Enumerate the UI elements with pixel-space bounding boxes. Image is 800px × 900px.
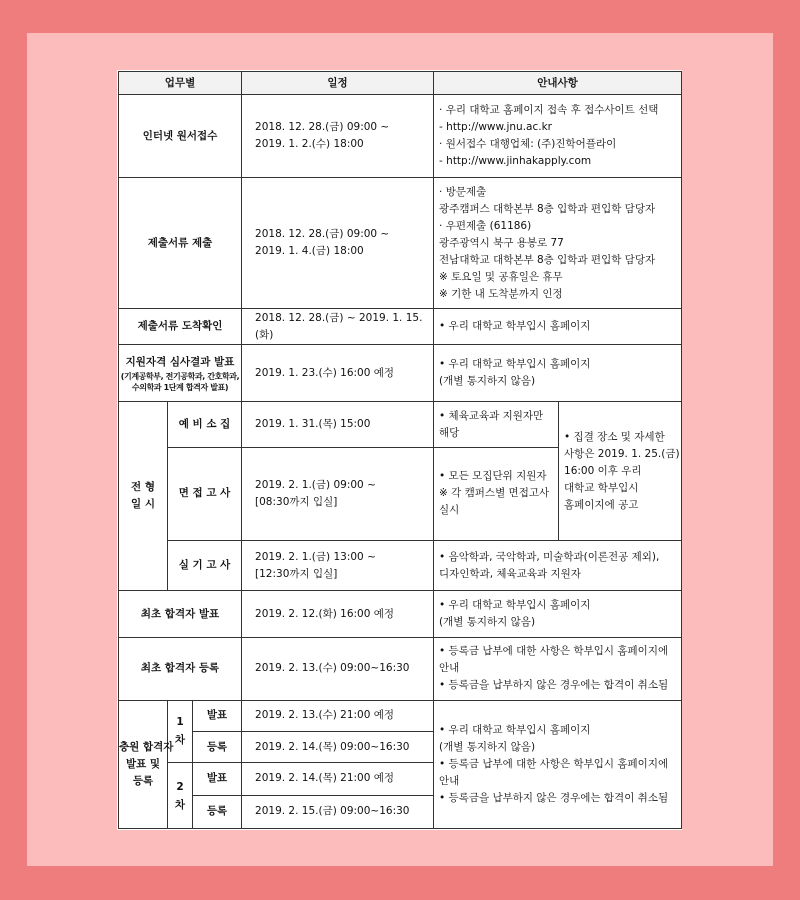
note-line: • 등록금 납부에 대한 사항은 학부입시 홈페이지에 (439, 645, 669, 658)
note-line: • 체육교육과 지원자만 (439, 409, 544, 422)
schedule-line: 2019. 1. 4.(금) 18:00 (255, 245, 364, 258)
round-label-line: 차 (174, 734, 186, 747)
schedule-cell (242, 178, 434, 309)
notes-cell (434, 402, 559, 447)
note-line: 광주캠퍼스 대학본부 8층 입학과 편입학 담당자 (439, 202, 656, 215)
selection-label-line: 일 시 (131, 498, 155, 511)
schedule-line: 2019. 2. 1.(금) 09:00 ~ (255, 478, 376, 491)
note-line: • 등록금을 납부하지 않은 경우에는 합격이 취소됨 (439, 679, 669, 692)
schedule-cell: 2019. 1. 31.(목) 15:00 (242, 402, 434, 447)
note-line: • 우리 대학교 학부입시 홈페이지 (439, 599, 591, 612)
note-line: (개별 통지하지 않음) (439, 740, 536, 753)
note-line: • 우리 대학교 학부입시 홈페이지 (439, 723, 591, 736)
header-task: 업무별 (119, 72, 242, 95)
notes-cell (434, 344, 682, 402)
header-notes: 안내사항 (434, 72, 682, 95)
additional-task-cell (119, 700, 174, 828)
announce-label: 발표 (193, 700, 242, 731)
schedule-document (117, 70, 682, 830)
note-line: 해당 (439, 426, 460, 439)
task-line: 등록 (132, 774, 154, 787)
row-first-announce (119, 591, 682, 637)
notes-cell (434, 95, 682, 178)
row-internet (119, 95, 682, 178)
row-qualification (119, 344, 682, 402)
task-cell: 인터넷 원서접수 (119, 95, 242, 178)
schedule-cell (242, 540, 434, 591)
note-line: · 우리 대학교 홈페이지 접속 후 접수사이트 선택 (439, 104, 659, 117)
note-line: • 우리 대학교 학부입시 홈페이지 (439, 358, 591, 371)
schedule-cell: 2019. 2. 14.(목) 21:00 예정 (242, 763, 434, 795)
schedule-cell (242, 447, 434, 540)
notes-cell (434, 637, 682, 700)
note-line: • 모든 모집단위 지원자 (439, 470, 547, 483)
note-line: • 등록금 납부에 대한 사항은 학부입시 홈페이지에 (439, 757, 669, 770)
schedule-cell: 2019. 2. 13.(수) 09:00~16:30 (242, 637, 434, 700)
task-line: 발표 및 (125, 757, 161, 770)
task-subtitle: 수의학과 1단계 합격자 발표) (131, 382, 229, 392)
notes-cell (434, 540, 682, 591)
task-cell (119, 344, 242, 402)
note-line: 홈페이지에 공고 (564, 498, 639, 511)
note-line: 디자인학과, 체육교육과 지원자 (439, 567, 581, 580)
notes-cell (434, 591, 682, 637)
schedule-cell (242, 95, 434, 178)
note-line: · 우편제출 (61186) (439, 219, 532, 232)
register-label: 등록 (193, 795, 242, 828)
note-line: • 집결 장소 및 자세한 (564, 430, 665, 443)
task-cell: 제출서류 제출 (119, 178, 242, 309)
note-link[interactable]: - http://www.jnu.ac.kr (439, 121, 552, 134)
note-line: 16:00 이후 우리 (564, 464, 642, 477)
note-line: 안내 (439, 662, 460, 675)
task-line: 충원 합격자 (119, 740, 174, 753)
note-line: 안내 (439, 774, 460, 787)
row-gather (119, 402, 682, 447)
schedule-line: 2018. 12. 28.(금) 09:00 ~ (255, 121, 390, 134)
notes-cell: • 우리 대학교 학부입시 홈페이지 (434, 309, 682, 344)
register-label: 등록 (193, 731, 242, 762)
row-first-register (119, 637, 682, 700)
task-title: 지원자격 심사결과 발표 (125, 355, 235, 368)
row-additional-r1-announce (119, 700, 682, 731)
notes-cell (434, 447, 559, 540)
schedule-line: 2018. 12. 28.(금) 09:00 ~ (255, 228, 390, 241)
note-line: · 원서접수 대행업체: (주)진학어플라이 (439, 138, 617, 151)
notes-cell (434, 700, 682, 828)
sub-task-cell: 예 비 소 집 (168, 402, 242, 447)
sub-task-cell: 면 접 고 사 (168, 447, 242, 540)
note-line: (개별 통지하지 않음) (439, 375, 536, 388)
note-line: 대학교 학부입시 (564, 481, 639, 494)
row-documents (119, 178, 682, 309)
schedule-line: [12:30까지 입실] (255, 567, 338, 580)
round-label-line: 차 (174, 798, 186, 811)
announce-label: 발표 (193, 763, 242, 795)
schedule-cell: 2018. 12. 28.(금) ~ 2019. 1. 15.(화) (242, 309, 434, 344)
row-arrival (119, 309, 682, 344)
task-subtitle: (기계공학부, 전기공학과, 간호학과, (120, 371, 240, 381)
round-1-label (168, 700, 193, 763)
note-line: ※ 기한 내 도착분까지 인정 (439, 287, 563, 300)
schedule-line: 2019. 2. 1.(금) 13:00 ~ (255, 550, 376, 563)
note-link[interactable]: - http://www.jinhakapply.com (439, 155, 592, 168)
schedule-cell: 2019. 2. 12.(화) 16:00 예정 (242, 591, 434, 637)
note-line: 전남대학교 대학본부 8층 입학과 편입학 담당자 (439, 253, 656, 266)
selection-label-line: 전 형 (131, 481, 155, 494)
schedule-table (118, 71, 682, 829)
header-row (119, 72, 682, 95)
note-line: ※ 토요일 및 공휴일은 휴무 (439, 270, 563, 283)
selection-label (119, 402, 168, 591)
note-line: 실시 (439, 504, 460, 517)
note-line: (개별 통지하지 않음) (439, 616, 536, 629)
note-line: • 등록금을 납부하지 않은 경우에는 합격이 취소됨 (439, 791, 669, 804)
round-label-line: 1 (176, 716, 184, 729)
schedule-cell: 2019. 2. 14.(목) 09:00~16:30 (242, 731, 434, 762)
schedule-cell: 2019. 2. 13.(수) 21:00 예정 (242, 700, 434, 731)
row-practical (119, 540, 682, 591)
notes-cell (434, 178, 682, 309)
task-cell: 최초 합격자 등록 (119, 637, 242, 700)
note-line: 사항은 2019. 1. 25.(금) (564, 447, 680, 460)
round-2-label (168, 763, 193, 829)
round-label-line: 2 (176, 780, 184, 793)
schedule-line: [08:30까지 입실] (255, 495, 338, 508)
note-line: 광주광역시 북구 용봉로 77 (439, 236, 564, 249)
header-schedule: 일정 (242, 72, 434, 95)
note-line: · 방문제출 (439, 185, 487, 198)
schedule-line: 2019. 1. 2.(수) 18:00 (255, 138, 364, 151)
side-notes-cell (559, 402, 682, 540)
schedule-cell: 2019. 2. 15.(금) 09:00~16:30 (242, 795, 434, 828)
task-cell: 최초 합격자 발표 (119, 591, 242, 637)
note-line: • 음악학과, 국악학과, 미술학과(이론전공 제외), (439, 550, 660, 563)
note-line: ※ 각 캠퍼스별 면접고사 (439, 487, 550, 500)
sub-task-cell: 실 기 고 사 (168, 540, 242, 591)
task-cell: 제출서류 도착확인 (119, 309, 242, 344)
schedule-cell: 2019. 1. 23.(수) 16:00 예정 (242, 344, 434, 402)
